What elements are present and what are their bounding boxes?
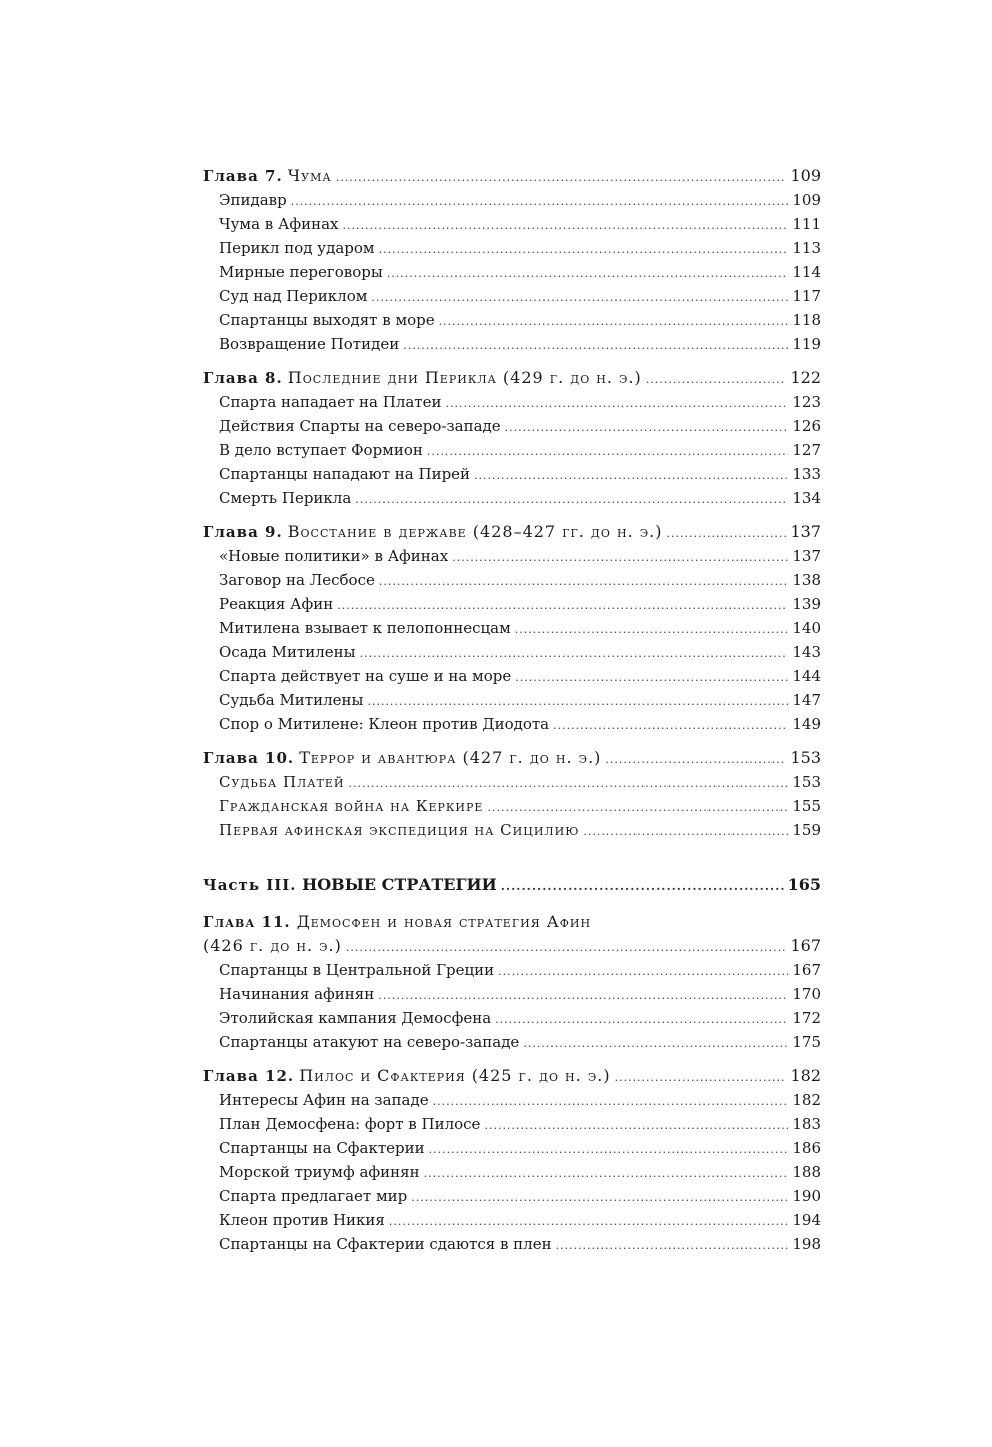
dot-leader [515, 618, 789, 642]
dot-leader [403, 334, 788, 358]
page-number: 153 [792, 773, 821, 791]
section-entry[interactable] [203, 414, 821, 438]
section-entry[interactable] [203, 486, 821, 510]
table-of-contents [203, 164, 821, 1256]
dot-leader [346, 936, 787, 960]
section-entry[interactable] [203, 688, 821, 712]
section-entry[interactable] [203, 770, 821, 794]
section-title: Гражданская война на Керкире [219, 797, 484, 815]
chapter-heading[interactable] [203, 746, 821, 770]
dot-leader [474, 464, 788, 488]
section-entry[interactable] [203, 616, 821, 640]
section-entry[interactable] [203, 236, 821, 260]
section-title: Перикл под ударом [219, 239, 375, 257]
dot-leader [411, 1186, 788, 1210]
section-title: Первая афинская экспедиция на Сицилию [219, 821, 580, 839]
page-number: 170 [792, 985, 821, 1003]
page-number: 149 [792, 715, 821, 733]
chapter-label: Глава 7. [203, 167, 283, 185]
page-number: 143 [792, 643, 821, 661]
part-title: НОВЫЕ СТРАТЕГИИ [302, 875, 497, 894]
dot-leader [349, 772, 789, 796]
chapter-heading-continuation[interactable] [203, 934, 821, 958]
section-title: Спартанцы атакуют на северо-западе [219, 1033, 520, 1051]
section-entry[interactable] [203, 1232, 821, 1256]
dot-leader [427, 440, 788, 464]
dot-leader [615, 1066, 787, 1090]
page-number: 172 [792, 1009, 821, 1027]
part-heading[interactable] [203, 870, 821, 900]
page-number: 147 [792, 691, 821, 709]
page-number: 113 [792, 239, 821, 257]
part-label: Часть III. [203, 876, 297, 894]
section-entry[interactable] [203, 544, 821, 568]
section-entry[interactable] [203, 462, 821, 486]
section-entry[interactable] [203, 1006, 821, 1030]
dot-leader [389, 1210, 788, 1234]
section-title: Спартанцы нападают на Пирей [219, 465, 471, 483]
page-number: 194 [792, 1211, 821, 1229]
page-number: 140 [792, 619, 821, 637]
section-entry[interactable] [203, 1160, 821, 1184]
chapter-title: Террор и авантюра (427 г. до н. э.) [299, 748, 602, 767]
section-entry[interactable] [203, 664, 821, 688]
section-title: План Демосфена: форт в Пилосе [219, 1115, 481, 1133]
page-number: 122 [790, 368, 821, 387]
page-number: 155 [792, 797, 821, 815]
section-entry[interactable] [203, 1112, 821, 1136]
chapter-label: Глава 11. [203, 913, 291, 931]
dot-leader [367, 690, 788, 714]
dot-leader [646, 368, 787, 392]
page-number: 119 [792, 335, 821, 353]
section-title: Мирные переговоры [219, 263, 383, 281]
section-title: Спарта предлагает мир [219, 1187, 408, 1205]
dot-leader [433, 1090, 789, 1114]
chapter-label: Глава 8. [203, 369, 283, 387]
section-title: Спартанцы на Сфактерии сдаются в плен [219, 1235, 552, 1253]
dot-leader [445, 392, 788, 416]
section-entry[interactable] [203, 1136, 821, 1160]
chapter-9 [203, 520, 821, 736]
page-number: 175 [792, 1033, 821, 1051]
page-number: 190 [792, 1187, 821, 1205]
chapter-12 [203, 1064, 821, 1256]
page-number: 167 [790, 936, 821, 955]
section-title: Судьба Митилены [219, 691, 364, 709]
dot-leader [291, 190, 789, 214]
section-entry[interactable] [203, 568, 821, 592]
page-number: 144 [792, 667, 821, 685]
dot-leader [667, 522, 787, 546]
page-number: 126 [792, 417, 821, 435]
dot-leader [379, 238, 789, 262]
chapter-title: Пилос и Сфактерия (425 г. до н. э.) [299, 1066, 611, 1085]
chapter-label: Глава 10. [203, 749, 295, 767]
dot-leader [523, 1032, 788, 1056]
chapter-heading[interactable] [203, 366, 821, 390]
section-entry[interactable] [203, 260, 821, 284]
section-title: Возвращение Потидеи [219, 335, 400, 353]
dot-leader [371, 286, 788, 310]
page-number: 183 [792, 1115, 821, 1133]
section-entry[interactable] [203, 818, 821, 842]
section-title: Интересы Афин на западе [219, 1091, 429, 1109]
page-number: 198 [792, 1235, 821, 1253]
section-title: Действия Спарты на северо-западе [219, 417, 501, 435]
page-number: 118 [792, 311, 821, 329]
section-entry[interactable] [203, 390, 821, 414]
dot-leader [556, 1234, 789, 1258]
section-entry[interactable] [203, 1208, 821, 1232]
section-title: Смерть Перикла [219, 489, 352, 507]
section-title: «Новые политики» в Афинах [219, 547, 449, 565]
page-number: 134 [792, 489, 821, 507]
section-title: Клеон против Никия [219, 1211, 385, 1229]
page-number: 186 [792, 1139, 821, 1157]
dot-leader [378, 984, 788, 1008]
page-number: 123 [792, 393, 821, 411]
section-title: Митилена взывает к пелопоннесцам [219, 619, 511, 637]
section-entry[interactable] [203, 712, 821, 736]
section-title: Суд над Периклом [219, 287, 368, 305]
section-title: Эпидавр [219, 191, 287, 209]
page-number: 117 [792, 287, 821, 305]
section-title: Начинания афинян [219, 985, 375, 1003]
chapter-heading[interactable] [203, 520, 821, 544]
chapter-label: Глава 12. [203, 1067, 295, 1085]
chapter-title: Чума [287, 166, 332, 185]
chapter-title: Восстание в державе (428–427 гг. до н. э.) [287, 522, 663, 541]
section-entry[interactable] [203, 592, 821, 616]
dot-leader [360, 642, 789, 666]
dot-leader [439, 310, 789, 334]
dot-leader [583, 820, 788, 844]
dot-leader [484, 1114, 788, 1138]
dot-leader [605, 748, 786, 772]
page-number: 182 [790, 1066, 821, 1085]
section-title: Реакция Афин [219, 595, 334, 613]
section-title: Чума в Афинах [219, 215, 339, 233]
dot-leader [429, 1138, 789, 1162]
dot-leader [487, 796, 788, 820]
dot-leader [495, 1008, 788, 1032]
section-entry[interactable] [203, 640, 821, 664]
section-title: Спарта действует на суше и на море [219, 667, 512, 685]
page-number: 182 [792, 1091, 821, 1109]
dot-leader [355, 488, 788, 512]
dot-leader [498, 960, 788, 984]
chapter-heading[interactable] [203, 164, 821, 188]
section-entry[interactable] [203, 438, 821, 462]
section-title: Морской триумф афинян [219, 1163, 420, 1181]
section-title: Осада Митилены [219, 643, 356, 661]
page-number: 109 [790, 166, 821, 185]
dot-leader [387, 262, 789, 286]
section-title: Спартанцы в Центральной Греции [219, 961, 495, 979]
chapter-10 [203, 746, 821, 842]
section-entry[interactable] [203, 188, 821, 212]
part-3 [203, 870, 821, 900]
page-number: 159 [792, 821, 821, 839]
page-number: 109 [792, 191, 821, 209]
page-number: 111 [792, 215, 821, 233]
section-entry[interactable] [203, 212, 821, 236]
dot-leader [553, 714, 788, 738]
page-number: 138 [792, 571, 821, 589]
chapter-label: Глава 9. [203, 523, 283, 541]
dot-leader [452, 546, 788, 570]
page-number: 188 [792, 1163, 821, 1181]
chapter-title-continuation: (426 г. до н. э.) [203, 936, 342, 955]
chapter-heading[interactable] [203, 910, 821, 934]
page-number: 153 [790, 748, 821, 767]
section-entry[interactable] [203, 332, 821, 356]
page-number: 127 [792, 441, 821, 459]
section-entry[interactable] [203, 982, 821, 1006]
chapter-title: Демосфен и новая стратегия Афин [296, 912, 592, 931]
section-entry[interactable] [203, 1030, 821, 1054]
dot-leader [337, 594, 788, 618]
section-entry[interactable] [203, 794, 821, 818]
section-entry[interactable] [203, 284, 821, 308]
page-number: 114 [792, 263, 821, 281]
chapter-heading[interactable] [203, 1064, 821, 1088]
dot-leader [501, 871, 784, 901]
chapter-8 [203, 366, 821, 510]
dot-leader [336, 166, 787, 190]
page-number: 167 [792, 961, 821, 979]
section-title: Спартанцы выходят в море [219, 311, 435, 329]
section-title: Спарта нападает на Платеи [219, 393, 442, 411]
page-number: 137 [792, 547, 821, 565]
page-number: 165 [787, 875, 821, 894]
page-number: 133 [792, 465, 821, 483]
chapter-7 [203, 164, 821, 356]
dot-leader [379, 570, 788, 594]
dot-leader [343, 214, 789, 238]
section-title: В дело вступает Формион [219, 441, 423, 459]
section-title: Судьба Платей [219, 773, 345, 791]
page-number: 139 [792, 595, 821, 613]
section-title: Этолийская кампания Демосфена [219, 1009, 492, 1027]
section-title: Спартанцы на Сфактерии [219, 1139, 425, 1157]
chapter-title: Последние дни Перикла (429 г. до н. э.) [287, 368, 642, 387]
section-title: Заговор на Лесбосе [219, 571, 375, 589]
section-entry[interactable] [203, 308, 821, 332]
dot-leader [515, 666, 788, 690]
chapter-11 [203, 910, 821, 1054]
section-entry[interactable] [203, 1088, 821, 1112]
dot-leader [505, 416, 789, 440]
section-entry[interactable] [203, 1184, 821, 1208]
section-entry[interactable] [203, 958, 821, 982]
page-number: 137 [790, 522, 821, 541]
section-title: Спор о Митилене: Клеон против Диодота [219, 715, 550, 733]
dot-leader [424, 1162, 789, 1186]
